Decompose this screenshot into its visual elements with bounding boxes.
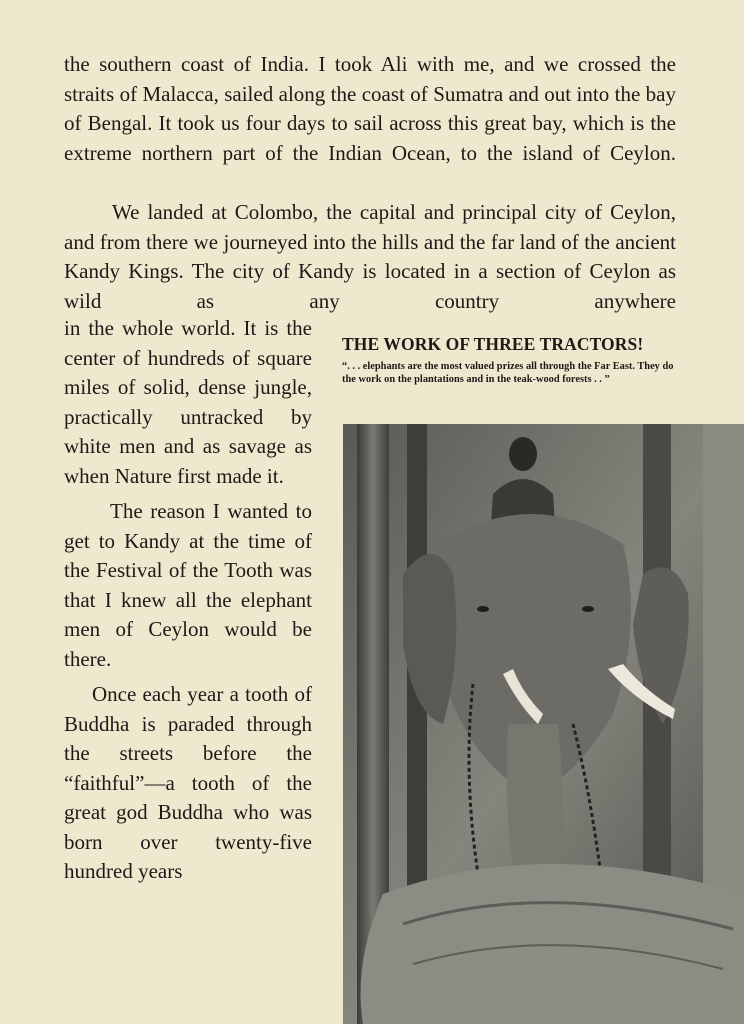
photo-caption <box>342 334 682 386</box>
elephant-photo <box>343 424 744 1024</box>
paragraph-2: We landed at Colombo, the capital and principal city of Ceylon, and from there we journeyed into the hills and the far land of the ancient Kandy Kings. The city of Kandy is located in a section of Ceylon as wild as any country anywhere <box>64 200 676 313</box>
paragraph-4: Once each year a tooth of Buddha is paraded through the streets before the “faithful”—a tooth of the great god Buddha who was born over twenty-five hundred years <box>64 682 312 883</box>
text-column <box>64 314 312 887</box>
elephant-with-mahout-icon <box>343 424 744 1024</box>
paragraph-2-continued: in the whole world. It is the center of hundreds of square miles of solid, dense jungle, practically untracked by white men and as savage as when Nature first made it. <box>64 316 312 488</box>
paragraph-3: The reason I wanted to get to Kandy at the time of the Festival of the Tooth was that I knew all the elephant men of Ceylon would be there. <box>64 499 312 671</box>
paragraph-1: the southern coast of India. I took Ali with me, and we crossed the straits of Malacca, sailed along the coast of Sumatra and out into the bay of Bengal. It took us four days to sail across this great bay, which is the extreme northern part of the Indian Ocean, to the island of Ceylon. <box>64 52 676 165</box>
caption-title: THE WORK OF THREE TRACTORS! <box>342 334 644 354</box>
caption-text: “. . . elephants are the most valued prizes all through the Far East. They do the work on the plantations and in the teak-wood forests . . ” <box>342 361 674 385</box>
